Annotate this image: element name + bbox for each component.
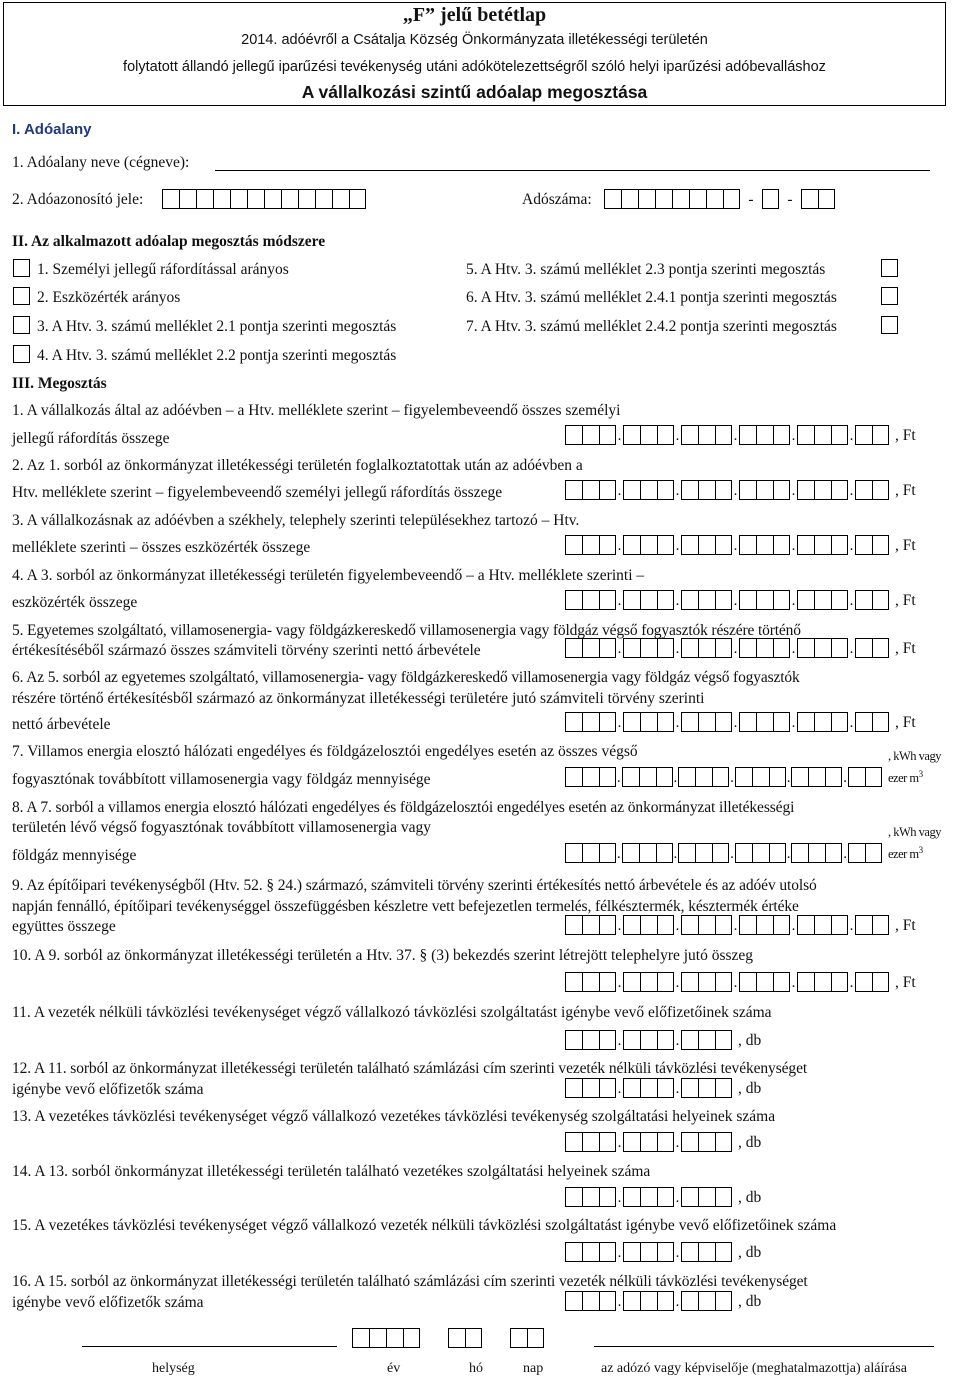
method-2-checkbox[interactable] [13,287,30,305]
row-10-text-a: 10. A 9. sorból az önkormányzat illetékességi területén a Htv. 37. § (3) bekezdés szerint létrejött telephelyre jutó összeg [12,947,754,964]
unit-label: , Ft [895,427,916,444]
thousands-separator: . [791,975,796,991]
row-12-text-b: igénybe vevő előfizetők száma [12,1081,204,1098]
row-15-count-cells[interactable] [565,1242,761,1262]
thousands-separator: . [849,428,854,444]
method-5-label: 5. A Htv. 3. számú melléklet 2.3 pontja szerinti megosztás [466,261,826,278]
thousands-separator: . [617,428,622,444]
method-1-checkbox[interactable] [13,259,30,277]
row-13-count-cells[interactable] [565,1132,761,1152]
unit-label: , Ft [895,640,916,657]
row-8-text-a: 8. A 7. sorból a villamos energia elosztó hálózati engedélyes és földgázelosztói engedélyes esetén az önkormányzat illetékességi [12,799,795,816]
thousands-separator: . [791,483,796,499]
row-6-text-b: részére történő értékesítésből származó az önkormányzat illetékességi területére jutó számviteli törvény szerinti [12,690,705,707]
thousands-separator: . [791,538,796,554]
section-2-title: II. Az alkalmazott adóalap megosztás módszere [12,233,326,250]
row-2-text-a: 2. Az 1. sorból az önkormányzat illetékességi területén foglalkoztatottak után az adóévben a [12,457,583,474]
thousands-separator: . [617,483,622,499]
thousands-separator: . [616,846,621,862]
row-16-count-cells[interactable] [565,1291,761,1311]
row-1-text-a: 1. A vállalkozás által az adóévben – a Htv. melléklete szerint – figyelembeveendő összes személyi [12,402,621,419]
unit-kwh: , kWh vagy ezer m [887,824,941,861]
thousands-separator: . [617,1081,622,1097]
thousands-separator: . [849,715,854,731]
row-1-amount-cells[interactable] [565,425,916,445]
signature-field[interactable] [594,1346,934,1347]
year-label: év [387,1361,401,1376]
thousands-separator: . [617,1294,622,1310]
row-10-amount-cells[interactable] [565,972,916,992]
thousands-separator: . [733,593,738,609]
row-7-text-b: fogyasztónak továbbított villamosenergia vagy földgáz mennyisége [12,771,431,788]
row-5-text-b: értékesítéséből származó összes számviteli törvény szerinti nettó árbevétele [12,642,481,659]
unit-label: , db [738,1293,762,1310]
thousands-separator: . [675,1033,680,1049]
header-subtitle: A vállalkozási szintű adóalap megosztása [301,82,648,102]
method-6-label: 6. A Htv. 3. számú melléklet 2.4.1 pontja szerinti megosztás [466,289,837,306]
row-14-text-a: 14. A 13. sorból önkormányzat illetékességi területén található vezetékes szolgáltatási helyeinek száma [12,1163,651,1180]
thousands-separator: . [730,770,734,786]
row-11-count-cells[interactable] [565,1030,761,1050]
thousands-separator: . [616,770,621,786]
header-line-3: folytatott állandó jellegű iparűzési tevékenység utáni adókötelezettségről szóló helyi iparűzési adóbevalláshoz [123,59,826,75]
thousands-separator: . [617,1033,622,1049]
row-13-text-a: 13. A vezetékes távközlési tevékenységet végző vállalkozó vezetékes távközlési tevékenység szolgáltatási helyeinek száma [12,1108,776,1125]
row-5-text-a: 5. Egyetemes szolgáltató, villamosenergia- vagy földgázkereskedő villamosenergia vagy földgáz végső fogyasztók részére történő [12,622,801,639]
place-label: helység [152,1361,195,1376]
taxnum-dash-1: - [748,191,754,208]
thousands-separator: . [849,538,854,554]
unit-label: , Ft [895,592,916,609]
thousands-separator: . [675,428,680,444]
thousands-separator: . [673,770,678,786]
unit-label: , db [738,1134,762,1151]
row-4-amount-cells[interactable] [565,590,916,610]
unit-label: , db [738,1080,762,1097]
unit-label: , Ft [895,917,916,934]
row-14-count-cells[interactable] [565,1187,761,1207]
unit-label: , Ft [895,714,916,731]
row-6-amount-cells[interactable] [565,712,916,732]
unit-label: , db [738,1189,762,1206]
thousands-separator: . [786,770,791,786]
thousands-separator: . [675,1190,680,1206]
form-title: „F” jelű betétlap [402,4,547,26]
method-7-label: 7. A Htv. 3. számú melléklet 2.4.2 pontja szerinti megosztás [466,318,837,335]
thousands-separator: . [675,1081,680,1097]
date-cells[interactable] [352,1328,544,1348]
method-6-checkbox[interactable] [881,287,898,305]
row-3-text-b: melléklete szerinti – összes eszközérték összege [12,539,311,556]
thousands-separator: . [617,715,622,731]
method-3-checkbox[interactable] [13,316,30,334]
row-7-text-a: 7. Villamos energia elosztó hálózati engedélyes és földgázelosztói engedélyes esetén az összes végső [12,743,638,760]
taxid-cells[interactable] [162,189,366,209]
header-line-2: 2014. adóévről a Csátalja Község Önkormányzata illetékességi területén [241,32,708,48]
method-4-checkbox[interactable] [13,345,30,363]
thousands-separator: . [617,641,622,657]
unit-label: , db [738,1244,762,1261]
row-6-text-c: nettó árbevétele [12,716,111,733]
thousands-separator: . [673,846,678,862]
thousands-separator: . [675,641,680,657]
thousands-separator: . [675,1135,680,1151]
thousands-separator: . [849,975,854,991]
row-2-amount-cells[interactable] [565,480,916,500]
row-4-text-a: 4. A 3. sorból az önkormányzat illetékességi területén figyelembeveendő – a Htv. melléklete szerinti – [12,567,645,584]
thousands-separator: . [675,593,680,609]
thousands-separator: . [791,918,796,934]
thousands-separator: . [675,918,680,934]
thousands-separator: . [733,975,738,991]
row-15-text-a: 15. A vezetékes távközlési tevékenységet végző vállalkozó vezeték nélküli távközlési szolgáltatást igénybe vevő előfizetőinek száma [12,1217,837,1234]
unit-exponent: 3 [918,768,923,779]
thousands-separator: . [617,593,622,609]
taxnum-dash-2: - [787,191,793,208]
section-3-title: III. Megosztás [12,375,107,392]
thousands-separator: . [733,715,738,731]
row-4-text-b: eszközérték összege [12,594,138,611]
unit-label: , Ft [895,482,916,499]
thousands-separator: . [786,846,791,862]
thousands-separator: . [791,428,796,444]
thousands-separator: . [617,1245,622,1261]
thousands-separator: . [617,1135,622,1151]
row-2-text-b: Htv. melléklete szerint – figyelembeveendő személyi jellegű ráfordítás összege [12,484,503,501]
thousands-separator: . [675,483,680,499]
thousands-separator: . [849,641,854,657]
thousands-separator: . [843,846,848,862]
thousands-separator: . [733,918,738,934]
row-3-text-a: 3. A vállalkozásnak az adóévben a székhely, telephely szerinti településekhez tartozó – Htv. [12,512,580,529]
method-3-label: 3. A Htv. 3. számú melléklet 2.1 pontja szerinti megosztás [37,318,397,335]
row-9-text-a: 9. Az építőipari tevékenységből (Htv. 52. § 24.) származó, számviteli törvény szerinti értékesítés nettó árbevétele és az adóév utolsó [12,877,817,894]
method-7-checkbox[interactable] [881,316,898,334]
thousands-separator: . [675,1245,680,1261]
unit-label [888,823,960,863]
thousands-separator: . [617,1190,622,1206]
place-field[interactable] [82,1346,337,1347]
thousands-separator: . [791,715,796,731]
row-8-text-b: területén lévő végső fogyasztónak továbbított villamosenergia vagy [12,819,431,836]
row-12-text-a: 12. A 11. sorból az önkormányzat illetékességi területén található számlázási cím szerinti vezeték nélküli távközlési tevékenységet [12,1060,808,1077]
unit-label: , Ft [895,974,916,991]
thousands-separator: . [849,918,854,934]
unit-label: , db [738,1032,762,1049]
thousands-separator: . [675,538,680,554]
thousands-separator: . [791,641,796,657]
row-7-amount-cells[interactable] [565,748,960,787]
unit-exponent: 3 [918,844,923,855]
thousands-separator: . [733,428,738,444]
thousands-separator: . [733,538,738,554]
thousands-separator: . [617,918,622,934]
row-9-text-c: együttes összege [12,918,116,935]
row-8-text-c: földgáz mennyisége [12,847,137,864]
method-4-label: 4. A Htv. 3. számú melléklet 2.2 pontja szerinti megosztás [37,347,397,364]
unit-label: , Ft [895,537,916,554]
taxnum-cells[interactable] [604,189,835,209]
taxnum-label: Adószáma: [522,191,592,208]
thousands-separator: . [730,846,734,862]
row-9-text-b: napján fennálló, építőipari tevékenységgel összefüggésben készletre vett befejezetlen termelés, félkésztermék, késztermék értéke [12,898,799,915]
thousands-separator: . [617,975,622,991]
header-box [3,2,946,106]
taxpayer-name-field[interactable] [215,170,930,171]
row-12-count-cells[interactable] [565,1078,761,1098]
thousands-separator: . [849,483,854,499]
method-5-checkbox[interactable] [881,259,898,277]
taxid-label: 2. Adóazonosító jele: [12,191,144,208]
thousands-separator: . [849,593,854,609]
unit-kwh: , kWh vagy ezer m [887,748,941,785]
row-16-text-b: igénybe vevő előfizetők száma [12,1294,204,1311]
row-11-text-a: 11. A vezeték nélküli távközlési tevékenységet végző vállalkozó távközlési szolgáltatást igénybe vevő előfizetőinek száma [12,1004,772,1021]
row-9-amount-cells[interactable] [565,915,916,935]
section-1-title: I. Adóalany [12,121,92,138]
thousands-separator: . [675,1294,680,1310]
thousands-separator: . [675,715,680,731]
row-8-amount-cells[interactable] [565,824,960,863]
thousands-separator: . [791,593,796,609]
signer-label: az adózó vagy képviselője (meghatalmazottja) aláírása [601,1361,907,1376]
row-6-text-a: 6. Az 5. sorból az egyetemes szolgáltató, villamosenergia- vagy földgázkereskedő villamosenergia vagy földgáz végső fogyasztók [12,669,800,686]
row-16-text-a: 16. A 15. sorból az önkormányzat illetékességi területén található számlázási cím szerinti vezeték nélküli távközlési tevékenységet [12,1273,808,1290]
method-1-label: 1. Személyi jellegű ráfordítással arányos [37,261,289,278]
thousands-separator: . [733,483,738,499]
thousands-separator: . [617,538,622,554]
day-label: nap [523,1361,544,1376]
thousands-separator: . [733,641,738,657]
thousands-separator: . [843,770,848,786]
row-5-amount-cells[interactable] [565,638,916,658]
taxpayer-name-label: 1. Adóalany neve (cégneve): [12,154,190,171]
unit-label [888,747,960,787]
method-2-label: 2. Eszközérték arányos [37,289,181,306]
thousands-separator: . [675,975,680,991]
row-1-text-b: jellegű ráfordítás összege [12,430,170,447]
month-label: hó [469,1361,483,1376]
row-3-amount-cells[interactable] [565,535,916,555]
